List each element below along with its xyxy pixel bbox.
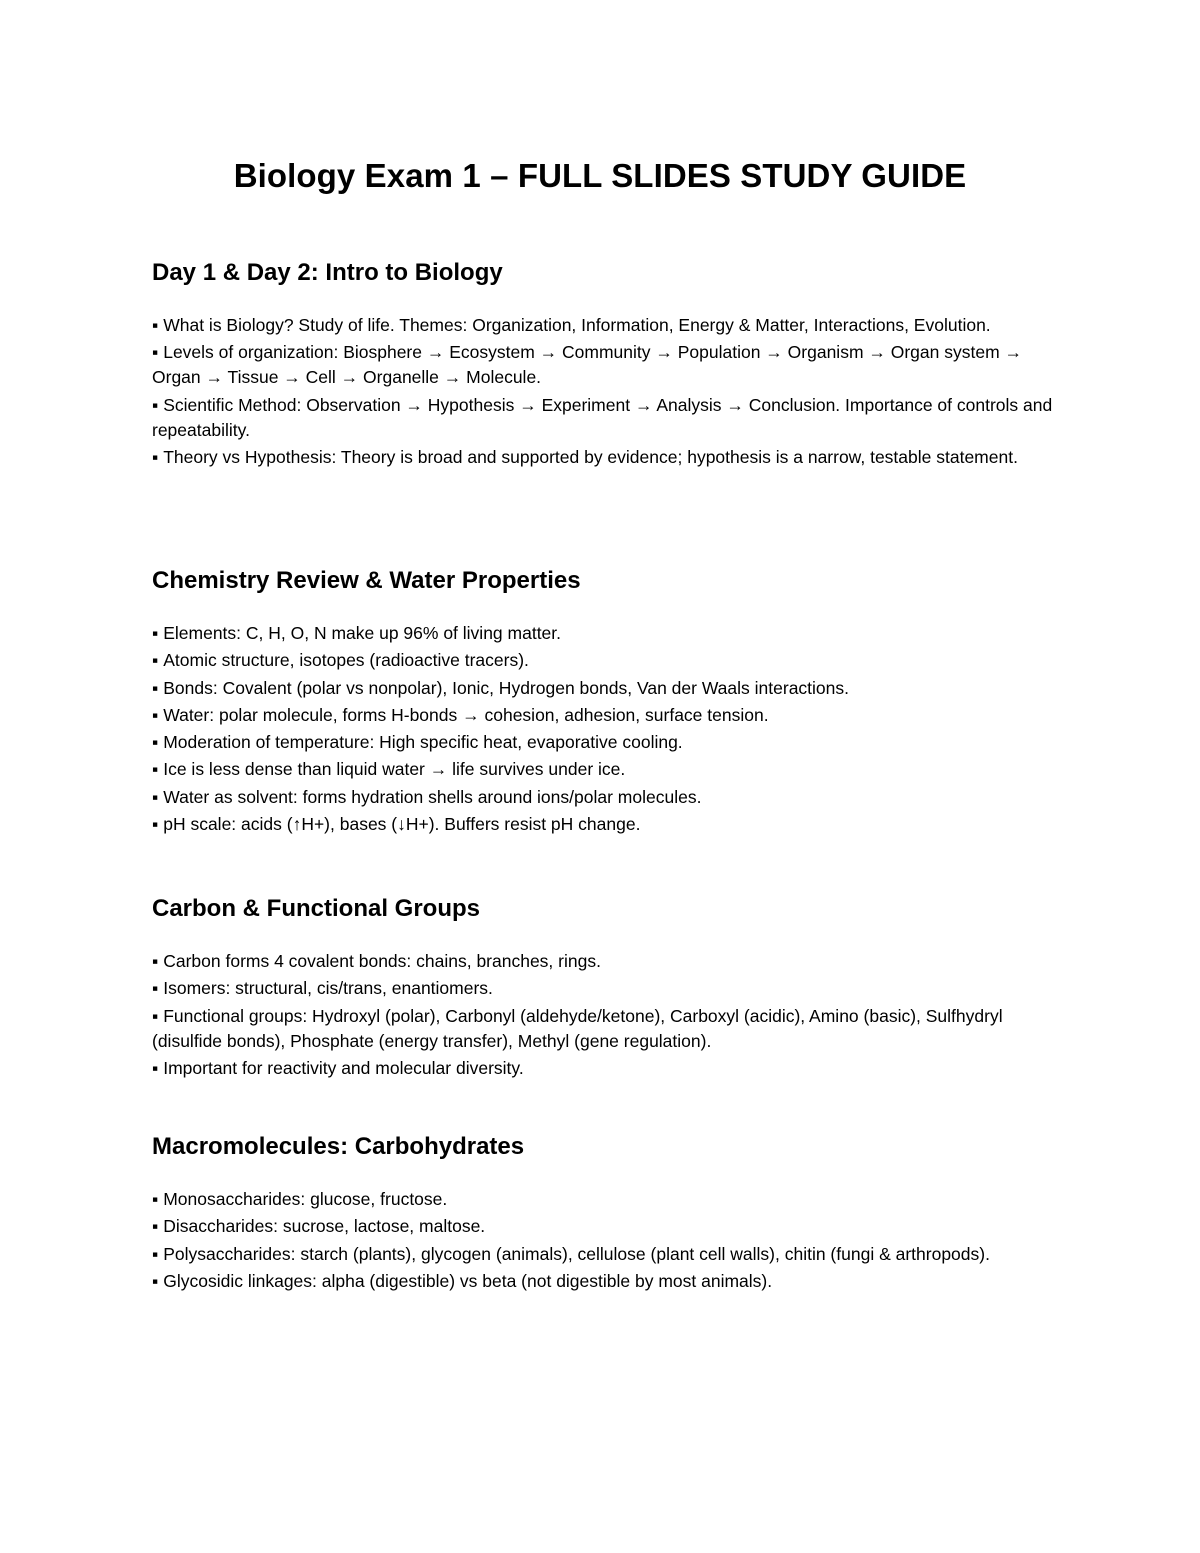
bullet-icon: ▪ bbox=[152, 677, 159, 698]
list-item bbox=[152, 313, 1062, 338]
bullet-icon: ▪ bbox=[152, 1189, 159, 1209]
list-item-text: Moderation of temperature: High specific heat, evaporative cooling. bbox=[163, 732, 683, 753]
list-item-text: Theory vs Hypothesis: Theory is broad and supported by evidence; hypothesis is a narrow, testable statement. bbox=[163, 446, 1018, 467]
list-item-text: Water: polar molecule, forms H-bonds → cohesion, adhesion, surface tension. bbox=[163, 704, 769, 725]
list-item bbox=[152, 1056, 1062, 1081]
list-item bbox=[152, 785, 1062, 810]
list-item bbox=[152, 676, 1062, 701]
bullet-icon: ▪ bbox=[152, 446, 159, 467]
bullet-icon: ▪ bbox=[152, 814, 159, 835]
bullet-icon: ▪ bbox=[152, 1005, 159, 1026]
bullet-icon: ▪ bbox=[152, 342, 159, 363]
list-item-text: Functional groups: Hydroxyl (polar), Carbonyl (aldehyde/ketone), Carboxyl (acidic), Amino (basic), Sulfhydryl (disulfide bonds), Phosphate (energy transfer), Methyl (gene regulation). bbox=[152, 1005, 1003, 1051]
list-item-text: Polysaccharides: starch (plants), glycogen (animals), cellulose (plant cell walls), chitin (fungi & arthropods). bbox=[163, 1243, 990, 1264]
list-item-text: Levels of organization: Biosphere → Ecosystem → Community → Population → Organism → Organ system → Organ → Tissue → Cell → Organelle → Molecule. bbox=[152, 342, 1023, 388]
bullet-icon: ▪ bbox=[152, 1243, 159, 1264]
section-intro-to-biology bbox=[152, 258, 1062, 470]
section-heading: Chemistry Review & Water Properties bbox=[152, 567, 581, 594]
bullet-icon: ▪ bbox=[152, 786, 159, 807]
list-item bbox=[152, 621, 1062, 646]
list-item bbox=[152, 648, 1062, 673]
list-item bbox=[152, 1242, 1062, 1267]
list-item-text: Isomers: structural, cis/trans, enantiomers. bbox=[163, 978, 493, 999]
list-item-text: Elements: C, H, O, N make up 96% of living matter. bbox=[163, 623, 562, 643]
list-item-text: pH scale: acids (↑H+), bases (↓H+). Buffers resist pH change. bbox=[163, 814, 641, 835]
list-item bbox=[152, 757, 1062, 782]
bullet-icon: ▪ bbox=[152, 759, 159, 780]
bullet-list bbox=[152, 621, 1062, 837]
list-item bbox=[152, 340, 1062, 390]
bullet-icon: ▪ bbox=[152, 1057, 159, 1078]
bullet-icon: ▪ bbox=[152, 394, 159, 415]
section-heading: Day 1 & Day 2: Intro to Biology bbox=[152, 259, 503, 286]
section-carbohydrates bbox=[152, 1132, 1062, 1294]
list-item-text: Ice is less dense than liquid water → life survives under ice. bbox=[163, 759, 626, 780]
list-item bbox=[152, 445, 1062, 470]
bullet-icon: ▪ bbox=[152, 732, 159, 753]
list-item-text: Atomic structure, isotopes (radioactive tracers). bbox=[163, 650, 529, 671]
bullet-icon: ▪ bbox=[152, 315, 159, 335]
list-item bbox=[152, 703, 1062, 728]
bullet-list bbox=[152, 1187, 1062, 1294]
list-item-text: Glycosidic linkages: alpha (digestible) vs beta (not digestible by most animals). bbox=[163, 1270, 773, 1291]
list-item-text: Monosaccharides: glucose, fructose. bbox=[163, 1189, 448, 1209]
bullet-icon: ▪ bbox=[152, 650, 159, 671]
list-item bbox=[152, 949, 1062, 974]
document-title: Biology Exam 1 – FULL SLIDES STUDY GUIDE bbox=[233, 157, 967, 194]
list-item bbox=[152, 1004, 1062, 1054]
section-carbon-functional-groups bbox=[152, 894, 1062, 1081]
list-item-text: Bonds: Covalent (polar vs nonpolar), Ionic, Hydrogen bonds, Van der Waals interactions. bbox=[163, 677, 849, 698]
bullet-icon: ▪ bbox=[152, 1216, 159, 1237]
list-item-text: What is Biology? Study of life. Themes: Organization, Information, Energy & Matter, Interactions, Evolution. bbox=[163, 315, 991, 335]
list-item bbox=[152, 812, 1062, 837]
bullet-list bbox=[152, 313, 1062, 470]
section-heading: Macromolecules: Carbohydrates bbox=[152, 1133, 525, 1160]
bullet-icon: ▪ bbox=[152, 623, 159, 643]
list-item-text: Water as solvent: forms hydration shells around ions/polar molecules. bbox=[163, 786, 702, 807]
bullet-icon: ▪ bbox=[152, 1270, 159, 1291]
list-item bbox=[152, 393, 1062, 443]
list-item-text: Scientific Method: Observation → Hypothesis → Experiment → Analysis → Conclusion. Importance of controls and repeatability. bbox=[152, 394, 1053, 440]
list-item bbox=[152, 1269, 1062, 1294]
bullet-icon: ▪ bbox=[152, 951, 159, 971]
list-item-text: Disaccharides: sucrose, lactose, maltose. bbox=[163, 1216, 486, 1237]
list-item bbox=[152, 1187, 1062, 1212]
section-chemistry-water bbox=[152, 566, 1062, 837]
list-item bbox=[152, 730, 1062, 755]
bullet-icon: ▪ bbox=[152, 704, 159, 725]
bullet-icon: ▪ bbox=[152, 978, 159, 999]
list-item bbox=[152, 1214, 1062, 1239]
section-heading: Carbon & Functional Groups bbox=[152, 895, 480, 922]
list-item-text: Carbon forms 4 covalent bonds: chains, branches, rings. bbox=[163, 951, 601, 971]
bullet-list bbox=[152, 949, 1062, 1081]
list-item-text: Important for reactivity and molecular diversity. bbox=[163, 1057, 524, 1078]
list-item bbox=[152, 976, 1062, 1001]
